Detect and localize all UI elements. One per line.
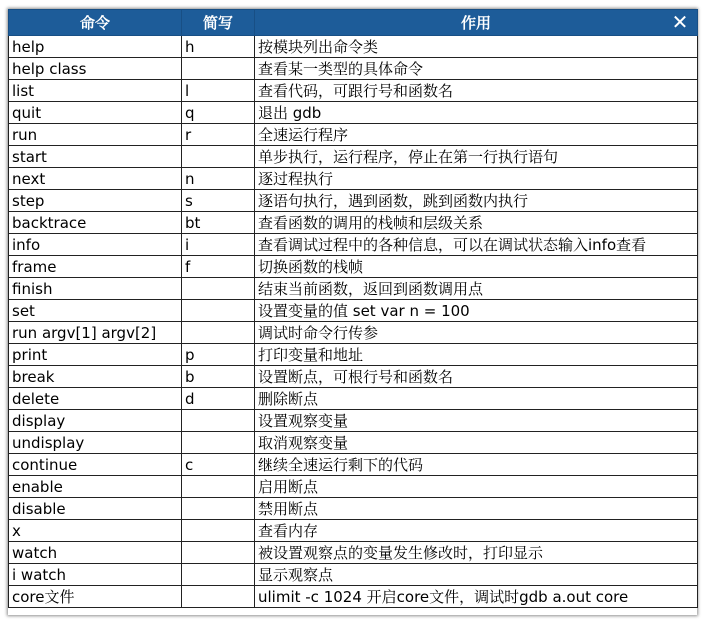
- cell-abbreviation: q: [182, 102, 255, 124]
- table-row: [9, 432, 698, 454]
- cell-command: next: [9, 168, 182, 190]
- cell-command: core文件: [9, 586, 182, 608]
- cell-abbreviation: [182, 432, 255, 454]
- table-row: [9, 498, 698, 520]
- cell-description: 逐语句执行，遇到函数，跳到函数内执行: [255, 190, 698, 212]
- cell-description: 查看代码，可跟行号和函数名: [255, 80, 698, 102]
- table-row: [9, 102, 698, 124]
- table-row: [9, 36, 698, 58]
- cell-command: info: [9, 234, 182, 256]
- table-row: [9, 58, 698, 80]
- cell-command: run: [9, 124, 182, 146]
- gdb-command-table: [8, 9, 698, 608]
- table-row: [9, 454, 698, 476]
- cell-abbreviation: d: [182, 388, 255, 410]
- cell-description: 全速运行程序: [255, 124, 698, 146]
- table-row: [9, 300, 698, 322]
- cell-description: 继续全速运行剩下的代码: [255, 454, 698, 476]
- cell-abbreviation: [182, 476, 255, 498]
- cell-description: 查看某一类型的具体命令: [255, 58, 698, 80]
- header-command: 命令: [9, 10, 182, 36]
- cell-abbreviation: [182, 322, 255, 344]
- close-icon[interactable]: ✕: [671, 10, 689, 34]
- cell-abbreviation: [182, 146, 255, 168]
- cell-description: 切换函数的栈帧: [255, 256, 698, 278]
- cell-description: 查看内存: [255, 520, 698, 542]
- table-row: [9, 124, 698, 146]
- cell-command: run argv[1] argv[2]: [9, 322, 182, 344]
- cell-abbreviation: [182, 498, 255, 520]
- cell-description: 删除断点: [255, 388, 698, 410]
- cell-abbreviation: [182, 300, 255, 322]
- table-row: [9, 476, 698, 498]
- cell-abbreviation: r: [182, 124, 255, 146]
- cell-command: x: [9, 520, 182, 542]
- cell-description: 取消观察变量: [255, 432, 698, 454]
- table-body: [9, 36, 698, 608]
- cell-abbreviation: [182, 542, 255, 564]
- cell-abbreviation: [182, 520, 255, 542]
- cell-description: 按模块列出命令类: [255, 36, 698, 58]
- cell-command: set: [9, 300, 182, 322]
- cell-command: backtrace: [9, 212, 182, 234]
- cell-abbreviation: l: [182, 80, 255, 102]
- table-row: [9, 344, 698, 366]
- cell-description: 调试时命令行传参: [255, 322, 698, 344]
- cell-command: print: [9, 344, 182, 366]
- cell-abbreviation: n: [182, 168, 255, 190]
- table-row: [9, 278, 698, 300]
- cell-command: watch: [9, 542, 182, 564]
- table-row: [9, 322, 698, 344]
- cell-description: 逐过程执行: [255, 168, 698, 190]
- cell-description: 设置变量的值 set var n = 100: [255, 300, 698, 322]
- cell-description: 设置断点，可根行号和函数名: [255, 366, 698, 388]
- cell-abbreviation: f: [182, 256, 255, 278]
- cell-command: step: [9, 190, 182, 212]
- cell-command: quit: [9, 102, 182, 124]
- table-row: [9, 388, 698, 410]
- cell-abbreviation: i: [182, 234, 255, 256]
- cell-abbreviation: p: [182, 344, 255, 366]
- table-row: [9, 564, 698, 586]
- cell-command: continue: [9, 454, 182, 476]
- cell-abbreviation: [182, 410, 255, 432]
- cell-abbreviation: bt: [182, 212, 255, 234]
- cell-description: 被设置观察点的变量发生修改时，打印显示: [255, 542, 698, 564]
- cell-command: i watch: [9, 564, 182, 586]
- table-row: [9, 542, 698, 564]
- cell-command: display: [9, 410, 182, 432]
- cell-command: finish: [9, 278, 182, 300]
- cell-command: undisplay: [9, 432, 182, 454]
- cell-command: break: [9, 366, 182, 388]
- cell-description: ulimit -c 1024 开启core文件，调试时gdb a.out core: [255, 586, 698, 608]
- cell-command: enable: [9, 476, 182, 498]
- cell-description: 启用断点: [255, 476, 698, 498]
- header-abbreviation: 简写: [182, 10, 255, 36]
- table-row: [9, 366, 698, 388]
- cell-abbreviation: c: [182, 454, 255, 476]
- table-row: [9, 410, 698, 432]
- table-row: [9, 256, 698, 278]
- cell-abbreviation: [182, 564, 255, 586]
- cell-abbreviation: [182, 58, 255, 80]
- table-row: [9, 520, 698, 542]
- cell-description: 查看调试过程中的各种信息，可以在调试状态输入info查看: [255, 234, 698, 256]
- cell-abbreviation: h: [182, 36, 255, 58]
- table-row: [9, 168, 698, 190]
- cell-abbreviation: [182, 586, 255, 608]
- table-row: [9, 146, 698, 168]
- cell-description: 打印变量和地址: [255, 344, 698, 366]
- cell-command: help: [9, 36, 182, 58]
- cell-description: 显示观察点: [255, 564, 698, 586]
- table-row: [9, 586, 698, 608]
- table-row: [9, 234, 698, 256]
- table-row: [9, 80, 698, 102]
- cell-description: 禁用断点: [255, 498, 698, 520]
- cell-command: delete: [9, 388, 182, 410]
- table-row: [9, 212, 698, 234]
- cell-command: start: [9, 146, 182, 168]
- cell-description: 查看函数的调用的栈帧和层级关系: [255, 212, 698, 234]
- header-effect: [255, 10, 698, 36]
- cell-description: 设置观察变量: [255, 410, 698, 432]
- table-header-row: [9, 10, 698, 36]
- cell-description: 退出 gdb: [255, 102, 698, 124]
- cell-description: 结束当前函数，返回到函数调用点: [255, 278, 698, 300]
- cell-abbreviation: s: [182, 190, 255, 212]
- cell-command: help class: [9, 58, 182, 80]
- cell-command: frame: [9, 256, 182, 278]
- cell-abbreviation: [182, 278, 255, 300]
- table-row: [9, 190, 698, 212]
- cell-command: disable: [9, 498, 182, 520]
- header-effect-label: 作用: [460, 14, 491, 32]
- cell-abbreviation: b: [182, 366, 255, 388]
- gdb-command-table-window: [8, 9, 697, 615]
- cell-description: 单步执行，运行程序，停止在第一行执行语句: [255, 146, 698, 168]
- cell-command: list: [9, 80, 182, 102]
